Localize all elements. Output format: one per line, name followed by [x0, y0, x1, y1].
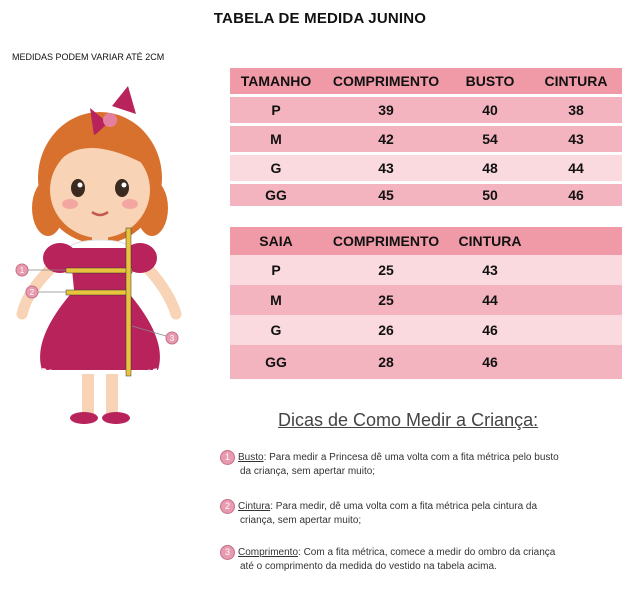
size-cell: P	[271, 102, 281, 118]
table-row	[230, 184, 622, 206]
tip-text: : Com a fita métrica, comece a medir do ombro da criança	[298, 547, 556, 559]
size-cell: G	[270, 322, 282, 338]
table-row	[230, 315, 622, 345]
comprimento-cell: 25	[378, 262, 394, 278]
size-cell: GG	[265, 187, 287, 203]
skirt-table-header	[230, 227, 622, 255]
skirt-table	[230, 227, 622, 379]
header-saia: SAIA	[259, 233, 293, 249]
cintura-cell: 44	[568, 160, 584, 176]
tip-text-cont: criança, sem apertar muito;	[240, 515, 362, 526]
size-table	[230, 68, 622, 206]
table-row	[230, 285, 622, 315]
header-tamanho: TAMANHO	[240, 73, 312, 89]
tip-comprimento	[220, 545, 630, 573]
page-title: TABELA DE MEDIDA JUNINO	[213, 10, 427, 27]
tip-busto	[220, 450, 630, 478]
table-row	[230, 255, 622, 285]
size-cell: M	[270, 292, 282, 308]
size-cell: P	[271, 262, 281, 278]
header-busto: BUSTO	[465, 73, 515, 89]
cintura-cell: 43	[568, 131, 584, 147]
header-cintura: CINTURA	[458, 233, 522, 249]
size-table-header	[230, 68, 622, 94]
variation-note: MEDIDAS PODEM VARIAR ATÉ 2CM	[12, 52, 165, 62]
tip-text: : Para medir a Princesa dê uma volta com a fita métrica pelo busto	[263, 452, 559, 464]
table-row	[230, 97, 622, 123]
busto-cell: 40	[482, 102, 498, 118]
table-row	[230, 345, 622, 379]
cintura-cell: 46	[568, 187, 584, 203]
tip-text: : Para medir, dê uma volta com a fita métrica pela cintura da	[270, 501, 538, 513]
comprimento-cell: 25	[378, 292, 394, 308]
cintura-cell: 38	[568, 102, 584, 118]
size-cell: G	[270, 160, 282, 176]
cintura-cell: 46	[482, 354, 498, 370]
tips-title: Dicas de Como Medir a Criança:	[278, 410, 539, 430]
tip-number-badge: 1	[220, 450, 235, 465]
header-comprimento: COMPRIMENTO	[332, 233, 440, 249]
comprimento-cell: 43	[378, 160, 394, 176]
marker-1: 1	[19, 266, 25, 275]
tip-label: Cintura	[238, 501, 271, 513]
header-cintura: CINTURA	[544, 73, 608, 89]
marker-3: 3	[169, 334, 175, 343]
tip-text-cont: até o comprimento da medida do vestido na tabela acima.	[240, 561, 497, 572]
table-row	[230, 126, 622, 152]
busto-cell: 50	[482, 187, 498, 203]
cintura-cell: 44	[482, 292, 498, 308]
comprimento-cell: 42	[378, 131, 394, 147]
tip-number-badge: 2	[220, 499, 235, 514]
comprimento-cell: 39	[378, 102, 394, 118]
table-row	[230, 155, 622, 181]
cintura-cell: 43	[482, 262, 498, 278]
tip-label: Busto	[238, 452, 264, 464]
size-cell: GG	[265, 354, 287, 370]
marker-2: 2	[29, 288, 35, 297]
header-comprimento: COMPRIMENTO	[332, 73, 440, 89]
tip-label: Comprimento	[238, 547, 299, 559]
cintura-cell: 46	[482, 322, 498, 338]
comprimento-cell: 45	[378, 187, 394, 203]
busto-cell: 54	[482, 131, 498, 147]
comprimento-cell: 26	[378, 322, 394, 338]
tip-number-badge: 3	[220, 545, 235, 560]
tip-text-cont: da criança, sem apertar muito;	[240, 466, 376, 477]
size-cell: M	[270, 131, 282, 147]
comprimento-cell: 28	[378, 354, 394, 370]
girl-illustration	[8, 78, 213, 438]
busto-cell: 48	[482, 160, 498, 176]
tip-cintura	[220, 499, 630, 527]
